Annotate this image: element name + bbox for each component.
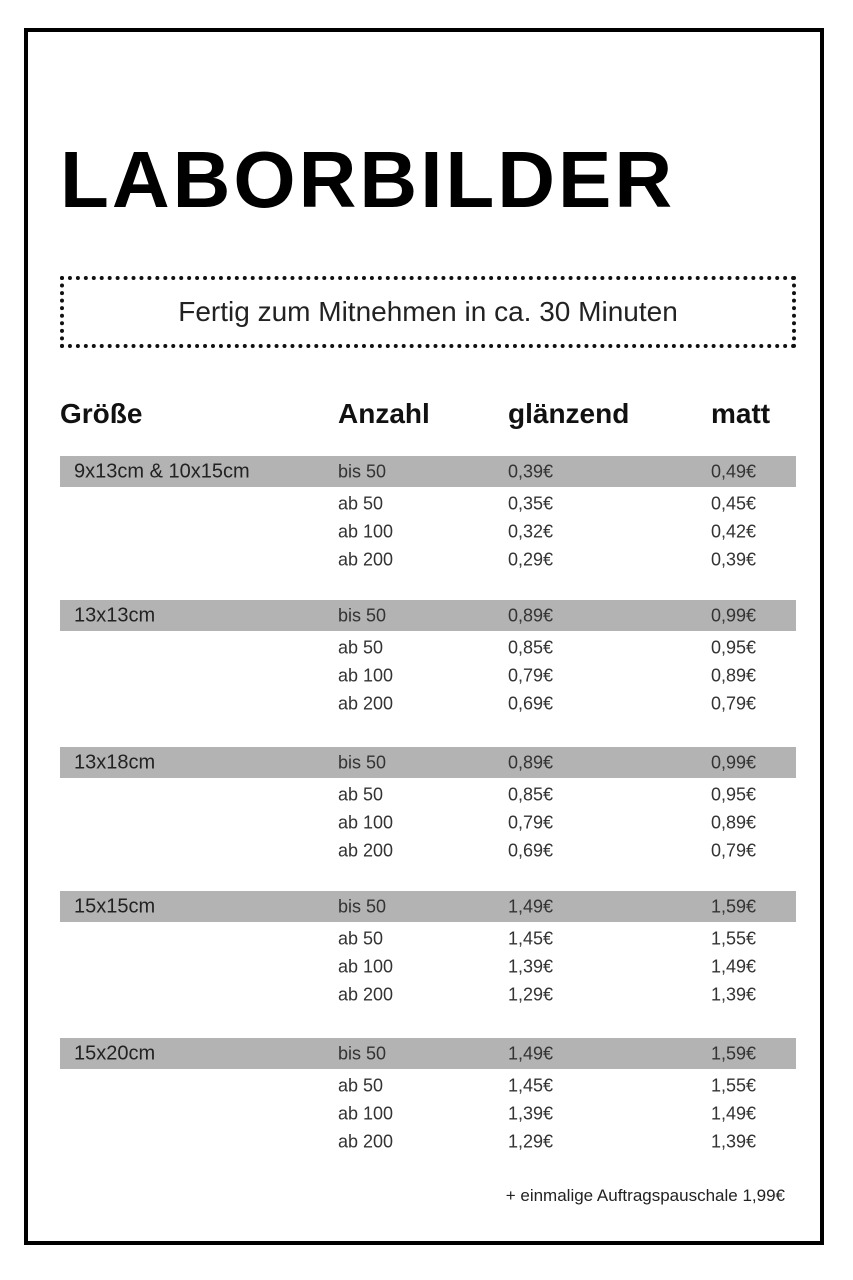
price-row — [60, 546, 796, 574]
quantity-cell: ab 100 — [338, 812, 394, 833]
quantity-cell: bis 50 — [338, 605, 387, 625]
glossy-price-cell: 1,29€ — [508, 1131, 554, 1152]
page-title: LABORBILDER — [60, 135, 676, 224]
matte-price-cell: 0,95€ — [711, 637, 757, 658]
price-row — [60, 518, 796, 546]
glossy-price-cell: 0,69€ — [508, 840, 554, 861]
size-label: 15x20cm — [74, 1042, 156, 1064]
matte-price-cell: 1,39€ — [711, 984, 757, 1005]
matte-price-cell: 0,39€ — [711, 549, 757, 570]
quantity-cell: ab 100 — [338, 956, 394, 977]
price-row — [60, 634, 796, 662]
glossy-price-cell: 1,39€ — [508, 1103, 554, 1124]
size-label: 13x18cm — [74, 751, 156, 773]
glossy-price-cell: 1,49€ — [508, 896, 554, 916]
size-label: 15x15cm — [74, 895, 156, 917]
quantity-cell: bis 50 — [338, 752, 387, 772]
matte-price-cell: 0,42€ — [711, 521, 757, 542]
price-group — [60, 600, 796, 718]
glossy-price-cell: 1,49€ — [508, 1043, 554, 1063]
matte-price-cell: 1,39€ — [711, 1131, 757, 1152]
quantity-cell: bis 50 — [338, 896, 387, 916]
glossy-price-cell: 0,29€ — [508, 549, 554, 570]
price-group — [60, 747, 796, 865]
quantity-cell: bis 50 — [338, 1043, 387, 1063]
price-row-highlight — [60, 1038, 796, 1069]
glossy-price-cell: 0,32€ — [508, 521, 554, 542]
price-row-highlight — [60, 891, 796, 922]
price-group — [60, 456, 796, 574]
price-row — [60, 953, 796, 981]
glossy-price-cell: 1,45€ — [508, 1075, 554, 1096]
glossy-price-cell: 0,69€ — [508, 693, 554, 714]
quantity-cell: ab 50 — [338, 493, 384, 514]
quantity-cell: bis 50 — [338, 461, 387, 481]
quantity-cell: ab 100 — [338, 521, 394, 542]
glossy-price-cell: 1,45€ — [508, 928, 554, 949]
column-header-size: Größe — [60, 398, 143, 429]
price-row — [60, 662, 796, 690]
pickup-notice — [60, 276, 796, 348]
matte-price-cell: 1,55€ — [711, 1075, 757, 1096]
price-row — [60, 490, 796, 518]
column-header-glossy: glänzend — [508, 398, 630, 429]
price-row — [60, 690, 796, 718]
matte-price-cell: 1,49€ — [711, 1103, 757, 1124]
glossy-price-cell: 0,89€ — [508, 605, 554, 625]
quantity-cell: ab 50 — [338, 784, 384, 805]
matte-price-cell: 0,89€ — [711, 812, 757, 833]
quantity-cell: ab 50 — [338, 637, 384, 658]
glossy-price-cell: 1,29€ — [508, 984, 554, 1005]
price-row — [60, 781, 796, 809]
glossy-price-cell: 0,39€ — [508, 461, 554, 481]
price-row — [60, 837, 796, 865]
size-label: 13x13cm — [74, 604, 156, 626]
price-row — [60, 809, 796, 837]
quantity-cell: ab 100 — [338, 665, 394, 686]
matte-price-cell: 1,59€ — [711, 1043, 757, 1063]
price-row — [60, 1072, 796, 1100]
quantity-cell: ab 100 — [338, 1103, 394, 1124]
quantity-cell: ab 200 — [338, 549, 394, 570]
price-row-highlight — [60, 600, 796, 631]
price-row — [60, 981, 796, 1009]
price-group — [60, 891, 796, 1009]
column-header-quantity: Anzahl — [338, 398, 430, 429]
glossy-price-cell: 0,79€ — [508, 812, 554, 833]
matte-price-cell: 0,99€ — [711, 605, 757, 625]
quantity-cell: ab 200 — [338, 984, 394, 1005]
glossy-price-cell: 0,85€ — [508, 637, 554, 658]
matte-price-cell: 1,59€ — [711, 896, 757, 916]
matte-price-cell: 0,79€ — [711, 693, 757, 714]
matte-price-cell: 1,49€ — [711, 956, 757, 977]
matte-price-cell: 0,95€ — [711, 784, 757, 805]
quantity-cell: ab 50 — [338, 1075, 384, 1096]
price-row — [60, 1128, 796, 1156]
matte-price-cell: 0,45€ — [711, 493, 757, 514]
price-row-highlight — [60, 747, 796, 778]
glossy-price-cell: 0,35€ — [508, 493, 554, 514]
quantity-cell: ab 200 — [338, 840, 394, 861]
order-fee-note: + einmalige Auftragspauschale 1,99€ — [505, 1186, 785, 1205]
glossy-price-cell: 0,85€ — [508, 784, 554, 805]
glossy-price-cell: 0,79€ — [508, 665, 554, 686]
glossy-price-cell: 1,39€ — [508, 956, 554, 977]
matte-price-cell: 0,99€ — [711, 752, 757, 772]
quantity-cell: ab 50 — [338, 928, 384, 949]
price-row — [60, 1100, 796, 1128]
pickup-notice-text: Fertig zum Mitnehmen in ca. 30 Minuten — [178, 296, 678, 327]
price-row-highlight — [60, 456, 796, 487]
price-row — [60, 925, 796, 953]
price-group — [60, 1038, 796, 1156]
glossy-price-cell: 0,89€ — [508, 752, 554, 772]
column-header-matte: matt — [711, 398, 771, 429]
matte-price-cell: 0,49€ — [711, 461, 757, 481]
matte-price-cell: 0,89€ — [711, 665, 757, 686]
quantity-cell: ab 200 — [338, 1131, 394, 1152]
matte-price-cell: 1,55€ — [711, 928, 757, 949]
matte-price-cell: 0,79€ — [711, 840, 757, 861]
size-label: 9x13cm & 10x15cm — [74, 460, 250, 482]
quantity-cell: ab 200 — [338, 693, 394, 714]
